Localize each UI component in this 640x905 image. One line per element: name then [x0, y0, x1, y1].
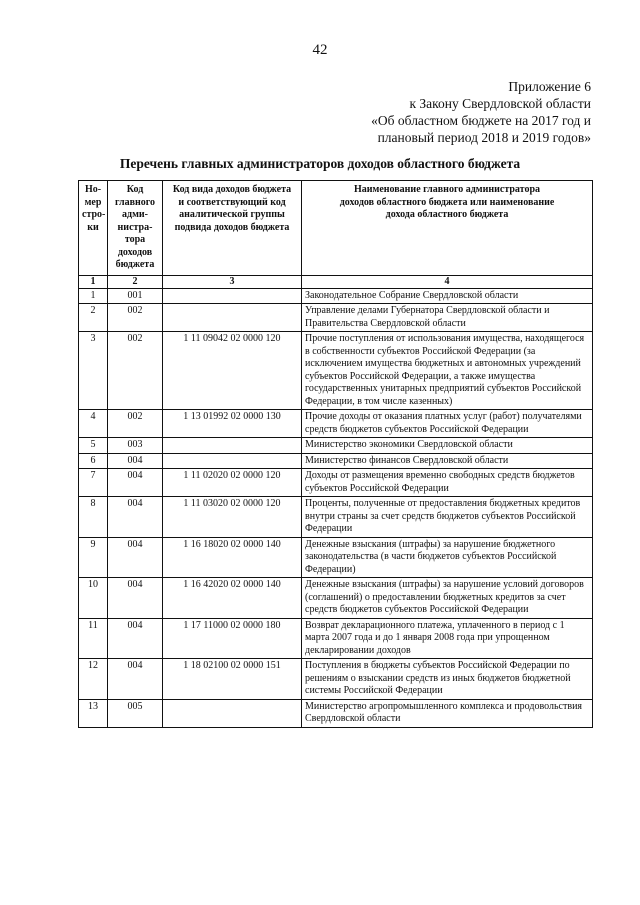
- admin-name: Министерство агропромышленного комплекса и продовольствия Свердловской области: [302, 699, 593, 727]
- row-number: 5: [79, 438, 108, 454]
- table-row: [79, 410, 593, 438]
- income-code: 1 16 42020 02 0000 140: [163, 578, 302, 619]
- header-row-number: Но- мер стро- ки: [79, 181, 108, 276]
- table-row: [79, 659, 593, 700]
- admin-name: Возврат декларационного платежа, уплаченного в период с 1 марта 2007 года и до 1 января 2008 года при упрощенном декларировании доходов: [302, 618, 593, 659]
- admin-code: 004: [108, 469, 163, 497]
- admin-code: 004: [108, 659, 163, 700]
- appendix-line-4: плановый период 2018 и 2019 годов»: [377, 130, 591, 145]
- income-code: [163, 288, 302, 304]
- page-number: 42: [312, 42, 328, 58]
- income-code: 1 16 18020 02 0000 140: [163, 537, 302, 578]
- table-header-row: [79, 181, 593, 276]
- header-income-code: Код вида доходов бюджета и соответствующий код аналитической группы подвида доходов бюджета: [163, 181, 302, 276]
- admin-code: 004: [108, 497, 163, 538]
- admin-name: Прочие поступления от использования имущества, находящегося в собственности субъектов Российской Федерации (за исключением имущества бюджетных и автономных учреждений субъектов Российской Федерации, а также имущества государственных унитарных предприятий субъектов Российской Федерации, в том числе казенных): [302, 332, 593, 410]
- admin-code: 003: [108, 438, 163, 454]
- table-row: [79, 438, 593, 454]
- row-number: 1: [79, 288, 108, 304]
- income-code: 1 11 09042 02 0000 120: [163, 332, 302, 410]
- row-number: 9: [79, 537, 108, 578]
- table-row: [79, 288, 593, 304]
- row-number: 13: [79, 699, 108, 727]
- admin-code: 004: [108, 618, 163, 659]
- row-number: 8: [79, 497, 108, 538]
- column-number: 1: [79, 275, 108, 288]
- row-number: 2: [79, 304, 108, 332]
- table-row: [79, 453, 593, 469]
- admin-code: 005: [108, 699, 163, 727]
- admin-code: 004: [108, 453, 163, 469]
- row-number: 3: [79, 332, 108, 410]
- appendix-line-1: Приложение 6: [508, 79, 591, 94]
- income-code: [163, 438, 302, 454]
- column-number: 4: [302, 275, 593, 288]
- header-admin-name: Наименование главного администратора доходов областного бюджета или наименование дохода областного бюджета: [302, 181, 593, 276]
- row-number: 10: [79, 578, 108, 619]
- income-code: [163, 699, 302, 727]
- table-row: [79, 578, 593, 619]
- appendix-reference: [271, 78, 591, 146]
- admin-name: Доходы от размещения временно свободных средств бюджетов субъектов Российской Федерации: [302, 469, 593, 497]
- income-code: 1 18 02100 02 0000 151: [163, 659, 302, 700]
- column-number: 3: [163, 275, 302, 288]
- table-row: [79, 618, 593, 659]
- admin-name: Министерство экономики Свердловской области: [302, 438, 593, 454]
- admin-code: 001: [108, 288, 163, 304]
- header-admin-code: Код главного адми- нистра- тора доходов бюджета: [108, 181, 163, 276]
- admin-name: Поступления в бюджеты субъектов Российской Федерации по решениям о взыскании средств из иных бюджетов бюджетной системы Российской Федерации: [302, 659, 593, 700]
- income-code: 1 11 03020 02 0000 120: [163, 497, 302, 538]
- admin-code: 002: [108, 410, 163, 438]
- admin-name: Управление делами Губернатора Свердловской области и Правительства Свердловской области: [302, 304, 593, 332]
- row-number: 6: [79, 453, 108, 469]
- admin-name: Денежные взыскания (штрафы) за нарушение бюджетного законодательства (в части бюджетов субъектов Российской Федерации): [302, 537, 593, 578]
- table-row: [79, 332, 593, 410]
- row-number: 12: [79, 659, 108, 700]
- appendix-line-2: к Закону Свердловской области: [409, 96, 591, 111]
- table-row: [79, 537, 593, 578]
- admin-code: 004: [108, 578, 163, 619]
- admin-name: Денежные взыскания (штрафы) за нарушение условий договоров (соглашений) о предоставлении бюджетных кредитов за счет средств бюджетов субъектов Российской Федерации: [302, 578, 593, 619]
- row-number: 4: [79, 410, 108, 438]
- admin-code: 002: [108, 332, 163, 410]
- admin-code: 002: [108, 304, 163, 332]
- income-code: 1 17 11000 02 0000 180: [163, 618, 302, 659]
- column-number: 2: [108, 275, 163, 288]
- table-row: [79, 469, 593, 497]
- admin-name: Проценты, полученные от предоставления бюджетных кредитов внутри страны за счет средств бюджетов субъектов Российской Федерации: [302, 497, 593, 538]
- document-title: Перечень главных администраторов доходов областного бюджета: [119, 156, 521, 171]
- table-row: [79, 699, 593, 727]
- row-number: 11: [79, 618, 108, 659]
- row-number: 7: [79, 469, 108, 497]
- admin-name: Министерство финансов Свердловской области: [302, 453, 593, 469]
- administrators-table: [78, 180, 593, 728]
- income-code: [163, 304, 302, 332]
- income-code: 1 13 01992 02 0000 130: [163, 410, 302, 438]
- appendix-line-3: «Об областном бюджете на 2017 год и: [371, 113, 591, 128]
- column-number-row: [79, 275, 593, 288]
- income-code: 1 11 02020 02 0000 120: [163, 469, 302, 497]
- admin-name: Прочие доходы от оказания платных услуг (работ) получателями средств бюджетов субъектов Российской Федерации: [302, 410, 593, 438]
- table-row: [79, 304, 593, 332]
- admin-code: 004: [108, 537, 163, 578]
- table-row: [79, 497, 593, 538]
- income-code: [163, 453, 302, 469]
- admin-name: Законодательное Собрание Свердловской области: [302, 288, 593, 304]
